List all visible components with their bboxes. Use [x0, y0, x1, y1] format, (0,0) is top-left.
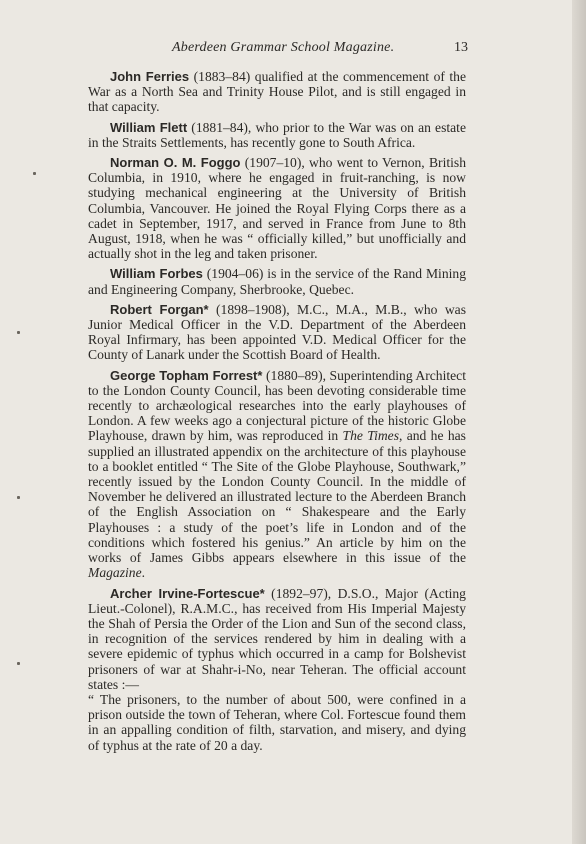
entry-ferries — [88, 69, 466, 115]
page-spine-shadow — [572, 0, 586, 844]
running-title: Aberdeen Grammar School Magazine. — [172, 40, 395, 55]
entry-flett — [88, 120, 466, 150]
entry-irvine-fortescue — [88, 586, 466, 753]
entry-forgan — [88, 302, 466, 363]
entry-text: (1898–1908), M.C., M.A., M.B., who was Junior Medical Officer in the V.D. Department of the Aberdeen Royal Infirmary, has been appointed V.D. Medical Officer for the County of Lanark under the Scottish Board of Health. — [88, 301, 466, 363]
entry-text: , and he has supplied an illustrated appendix on the architecture of this playhouse to a booklet entitled “ The Site of the Globe Playhouse, Southwark,” recently issued by the London County Council. In the middle of November he delivered an illustrated lecture to the Aberdeen Branch of the English Association on “ Shakespeare and the Early Playhouses : a study of the poet’s life in London and of the conditions which fostered his genius.” An article by him on the works of James Gibbs appears elsewhere in this issue of the — [88, 428, 466, 566]
entry-name: John Ferries — [110, 69, 190, 84]
article-body — [88, 69, 466, 758]
entry-text: (1883–84) qualified at the commencement of the War as a North Sea and Trinity House Pilot, and is still engaged in that capacity. — [88, 69, 467, 115]
margin-speck — [17, 331, 20, 334]
entry-text: . — [141, 565, 146, 581]
page-header — [88, 40, 468, 60]
page-number: 13 — [454, 40, 468, 55]
margin-speck — [33, 172, 36, 175]
entry-text: (1881–84), who prior to the War was on an estate in the Straits Settlements, has recently gone to South Africa. — [88, 119, 466, 150]
margin-speck — [17, 662, 20, 665]
entry-text: (1904–06) is in the service of the Rand Mining and Engineering Company, Sherbrooke, Quebec. — [88, 266, 466, 297]
entry-name: William Forbes — [110, 266, 203, 282]
italic-title: Magazine — [88, 565, 142, 581]
entry-foggo — [88, 155, 466, 261]
margin-speck — [17, 496, 20, 499]
italic-title: The Times — [342, 428, 399, 444]
entry-name: Robert Forgan* — [110, 301, 209, 317]
entry-name: Archer Irvine-Fortescue* — [110, 585, 265, 601]
entry-text: (1892–97), D.S.O., Major (Acting Lieut.-Colonel), R.A.M.C., has received from His Imperial Majesty the Shah of Persia the Order of the Lion and Sun of the second class, in recognition of the services rendered by him in dealing with a severe epidemic of typhus which occurred in a camp for Bolshevist prisoners of war at Shahr-i-No, near Teheran. The official account states :— — [88, 585, 466, 692]
entry-name: George Topham Forrest* — [110, 367, 263, 383]
entry-forbes — [88, 266, 466, 296]
entry-name: William Flett — [110, 119, 188, 135]
entry-text: (1907–10), who went to Vernon, British Columbia, in 1910, where he engaged in fruit-ranching, is now studying mechanical engineering at the University of British Columbia, Vancouver. He joined the Royal Flying Corps there as a cadet in September, 1917, and served in France from June to 8th August, 1918, when he was “ officially killed,” but unofficially and actually shot in the leg and taken prisoner. — [88, 155, 466, 262]
entry-text: (1880–89), Superintending Architect to the London County Council, has been devoting considerable time recently to archæological researches into the early playhouses of London. A few weeks ago a conjectural picture of the historic Globe Playhouse, drawn by him, was reproduced in — [88, 367, 466, 444]
quoted-account: “ The prisoners, to the number of about 500, were confined in a prison outside the town of Teheran, where Col. Fortescue found them in an appalling condition of filth, starvation, and misery, and dying of typhus at the rate of 20 a day. — [88, 691, 466, 753]
entry-forrest — [88, 368, 466, 581]
entry-name: Norman O. M. Foggo — [110, 155, 241, 171]
